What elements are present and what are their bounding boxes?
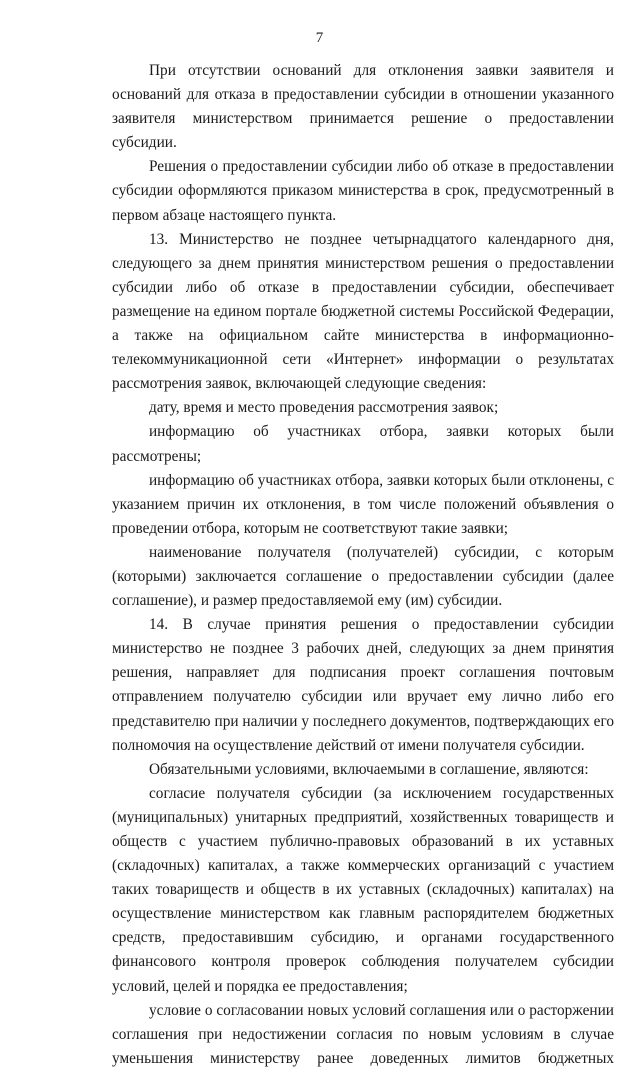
paragraph: 13. Министерство не позднее четырнадцатого календарного дня, следующего за днем принятия министерством решения о предоставлении субсидии либо об отказе в предоставлении субсидии, обеспечивает размещение на едином портале бюджетной системы Российской Федерации, а также на официальном сайте министерства в информационно-телекоммуникационной сети «Интернет» информации о результатах рассмотрения заявок, включающей следующие сведения: xyxy=(112,230,614,393)
paragraph: согласие получателя субсидии (за исключением государственных (муниципальных) унитарных предприятий, хозяйственных товариществ и обществ с участием публично-правовых образований в их уставных (складочных) капиталах, а также коммерческих организаций с участием таких товариществ и обществ в их уставных (складочных) капиталах) на осуществление министерством как главным распорядителем бюджетных средств, предоставившим субсидию, и органами государственного финансового контроля проверок соблюдения получателем субсидии условий, целей и порядка ее предоставления; xyxy=(112,784,614,995)
paragraph: наименование получателя (получателей) субсидии, с которым (которыми) заключается соглашение о предоставлении субсидии (далее соглашение), и размер предоставляемой ему (им) субсидии. xyxy=(112,543,614,610)
paragraph: 14. В случае принятия решения о предоставлении субсидии министерство не позднее 3 рабочих дней, следующих за днем принятия решения, направляет для подписания проект соглашения почтовым отправлением получателю субсидии или вручает ему лично либо его представителю при наличии у последнего документов, подтверждающих его полномочия на осуществление действий от имени получателя субсидии. xyxy=(112,616,614,754)
paragraph: информацию об участниках отбора, заявки которых были отклонены, с указанием причин их отклонения, в том числе положений объявления о проведении отбора, которым не соответствуют такие заявки; xyxy=(112,471,614,537)
document-body xyxy=(112,59,614,1071)
paragraph: условие о согласовании новых условий соглашения или о расторжении соглашения при недостижении согласия по новым условиям в случае уменьшения министерству ранее доведенных лимитов бюджетных xyxy=(112,1001,614,1067)
page-number: 7 xyxy=(315,30,324,46)
paragraph: Решения о предоставлении субсидии либо об отказе в предоставлении субсидии оформляются приказом министерства в срок, предусмотренный в первом абзаце настоящего пункта. xyxy=(112,158,614,224)
paragraph: информацию об участниках отбора, заявки которых были рассмотрены; xyxy=(112,423,614,465)
paragraph: Обязательными условиями, включаемыми в соглашение, являются: xyxy=(149,760,589,778)
paragraph: дату, время и место проведения рассмотрения заявок; xyxy=(149,399,499,417)
paragraph: При отсутствии оснований для отклонения заявки заявителя и оснований для отказа в предоставлении субсидии в отношении указанного заявителя министерством принимается решение о предоставлении субсидии. xyxy=(112,62,614,152)
